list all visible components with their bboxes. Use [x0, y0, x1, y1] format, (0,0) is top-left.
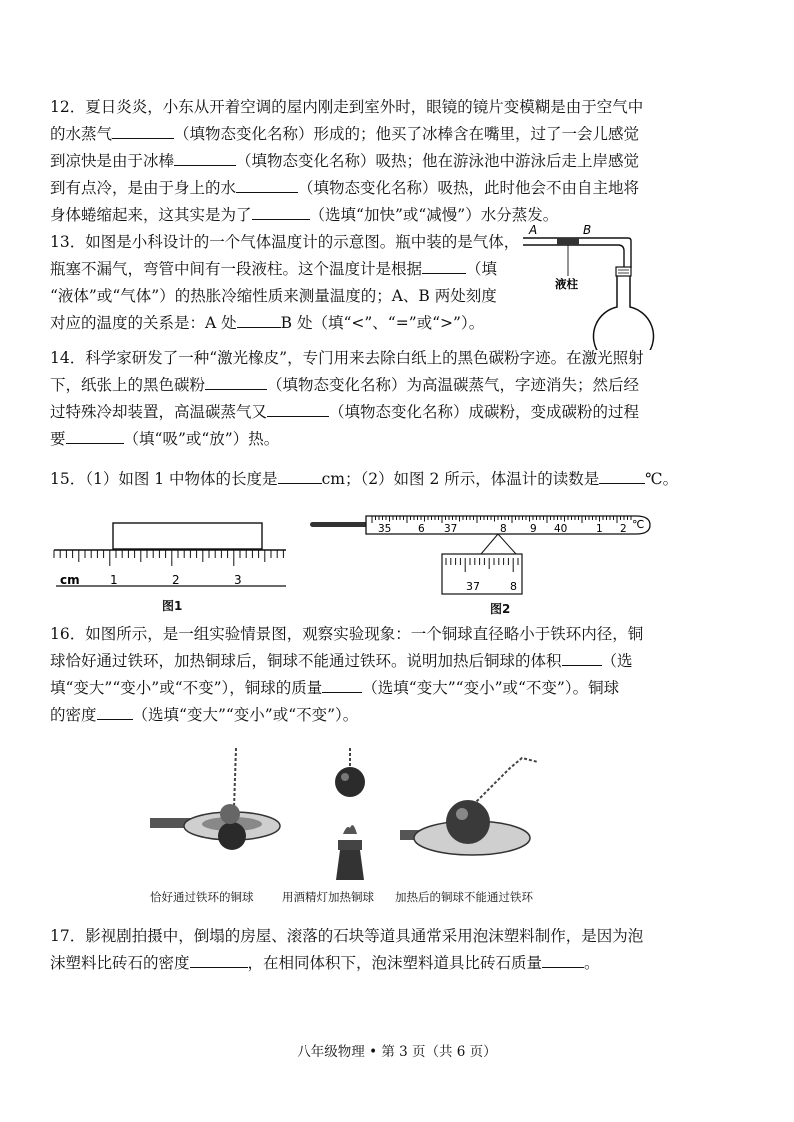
q14-line2: 下，纸张上的黑色碳粉 （填物态变化名称）为高温碳蒸气，字迹消失；然后经	[50, 376, 640, 394]
photo-heating-ball	[335, 748, 365, 880]
q13-line1: 13．如图是小科设计的一个气体温度计的示意图。瓶中装的是气体，	[50, 233, 520, 251]
q12-line1: 12．夏日炎炎，小东从开着空调的屋内刚走到室外时，眼镜的镜片变模糊是由于空气中	[50, 98, 644, 116]
clinical-thermometer-figure	[306, 510, 658, 600]
thermometer-tick-label: 8	[500, 523, 507, 535]
q14-line1: 14．科学家研发了一种“激光橡皮”，专门用来去除白纸上的黑色碳粉字迹。在激光照射	[50, 349, 644, 367]
q12-line4: 到有点冷，是由于身上的水 （填物态变化名称）吸热，此时他会不由自主地将	[50, 179, 640, 197]
ruler-unit-label: cm	[60, 573, 80, 587]
gas-thermometer-figure	[515, 222, 665, 350]
thermometer-unit-label: ℃	[632, 518, 645, 531]
q16-line2: 球恰好通过铁环，加热铜球后，铜球不能通过铁环。说明加热后铜球的体积 （选	[50, 652, 633, 670]
answer-blank[interactable]	[66, 428, 124, 444]
question-12	[50, 94, 643, 229]
q13-line2: 瓶塞不漏气，弯管中间有一段液柱。这个温度计是根据 （填	[50, 260, 498, 278]
thermometer-tick-label: 2	[620, 523, 627, 535]
q13-line4: 对应的温度的关系是：A 处 B 处（填“<”、“=”或“>”）。	[50, 314, 485, 332]
thermometer-tick-label: 37	[444, 523, 458, 535]
ruler-tick-label: 2	[172, 573, 180, 587]
page-footer: 八年级物理 • 第 3 页（共 6 页）	[297, 1044, 497, 1060]
answer-blank[interactable]	[112, 123, 174, 139]
q17-line2: 沫塑料比砖石的密度 ，在相同体积下，泡沫塑料道具比砖石质量 。	[50, 954, 600, 972]
label-b: B	[583, 223, 592, 237]
question-16	[50, 621, 643, 729]
answer-blank[interactable]	[97, 704, 133, 720]
answer-blank[interactable]	[237, 312, 281, 328]
ruler-figure	[52, 520, 292, 592]
experiment-photos	[150, 748, 570, 888]
caption-heating: 用酒精灯加热铜球	[282, 890, 374, 904]
caption-ball-passes: 恰好通过铁环的铜球	[150, 890, 254, 904]
label-liquid-column: 液柱	[555, 277, 578, 291]
q17-line1: 17．影视剧拍摄中，倒塌的房屋、滚落的石块等道具通常采用泡沫塑料制作，是因为泡	[50, 927, 644, 945]
q12-line3: 到凉快是由于冰棒 （填物态变化名称）吸热；他在游泳池中游泳后走上岸感觉	[50, 152, 640, 170]
figure-2-caption: 图2	[490, 602, 511, 616]
answer-blank[interactable]	[190, 952, 248, 968]
photo-ball-blocked-by-ring	[400, 758, 538, 855]
answer-blank[interactable]	[278, 468, 322, 484]
ruler-tick-label: 1	[110, 573, 118, 587]
answer-blank[interactable]	[599, 468, 645, 484]
answer-blank[interactable]	[542, 952, 584, 968]
q15-line1: 15．（1）如图 1 中物体的长度是 cm；（2）如图 2 所示，体温计的读数是 ℃。	[50, 470, 679, 488]
q14-line3: 过特殊冷却装置，高温碳蒸气又 （填物态变化名称）成碳粉，变成碳粉的过程	[50, 403, 640, 421]
ruler-tick-label: 3	[234, 573, 242, 587]
magnified-tick-label: 37	[466, 580, 480, 593]
question-17	[50, 923, 643, 977]
q16-line3: 填“变大”“变小”或“不变”），铜球的质量 （选填“变大”“变小”或“不变”）。铜球	[50, 679, 620, 697]
answer-blank[interactable]	[322, 677, 362, 693]
question-13	[50, 229, 519, 337]
label-a: A	[529, 223, 538, 237]
answer-blank[interactable]	[562, 650, 602, 666]
q14-line4: 要 （填“吸”或“放”）热。	[50, 430, 280, 448]
q16-line1: 16．如图所示，是一组实验情景图，观察实验现象：一个铜球直径略小于铁环内径，铜	[50, 625, 644, 643]
photo-ball-passes-ring	[150, 748, 280, 850]
thermometer-tick-label: 40	[554, 523, 568, 535]
question-14	[50, 345, 644, 453]
answer-blank[interactable]	[267, 401, 329, 417]
q16-line4: 的密度 （选填“变大”“变小”或“不变”）。	[50, 706, 359, 724]
measured-object	[113, 523, 262, 549]
answer-blank[interactable]	[252, 204, 310, 220]
thermometer-tick-label: 9	[530, 523, 537, 535]
answer-blank[interactable]	[205, 374, 267, 390]
q12-line5: 身体蜷缩起来，这其实是为了 （选填“加快”或“减慢”）水分蒸发。	[50, 206, 559, 224]
thermometer-tick-label: 1	[596, 523, 603, 535]
caption-ball-blocked: 加热后的铜球不能通过铁环	[395, 890, 533, 904]
q12-line2: 的水蒸气 （填物态变化名称）形成的；他买了冰棒含在嘴里，过了一会儿感觉	[50, 125, 640, 143]
thermometer-tick-label: 35	[378, 523, 392, 535]
answer-blank[interactable]	[422, 258, 466, 274]
magnified-tick-label: 8	[510, 580, 517, 593]
thermometer-tick-label: 6	[418, 523, 425, 535]
question-15	[50, 466, 678, 493]
liquid-column	[557, 238, 579, 245]
answer-blank[interactable]	[174, 150, 236, 166]
q13-line3: “液体”或“气体”）的热胀冷缩性质来测量温度的；A、B 两处刻度	[50, 287, 497, 305]
figure-1-caption: 图1	[162, 599, 183, 613]
bottle-stopper	[616, 267, 631, 276]
answer-blank[interactable]	[236, 177, 298, 193]
